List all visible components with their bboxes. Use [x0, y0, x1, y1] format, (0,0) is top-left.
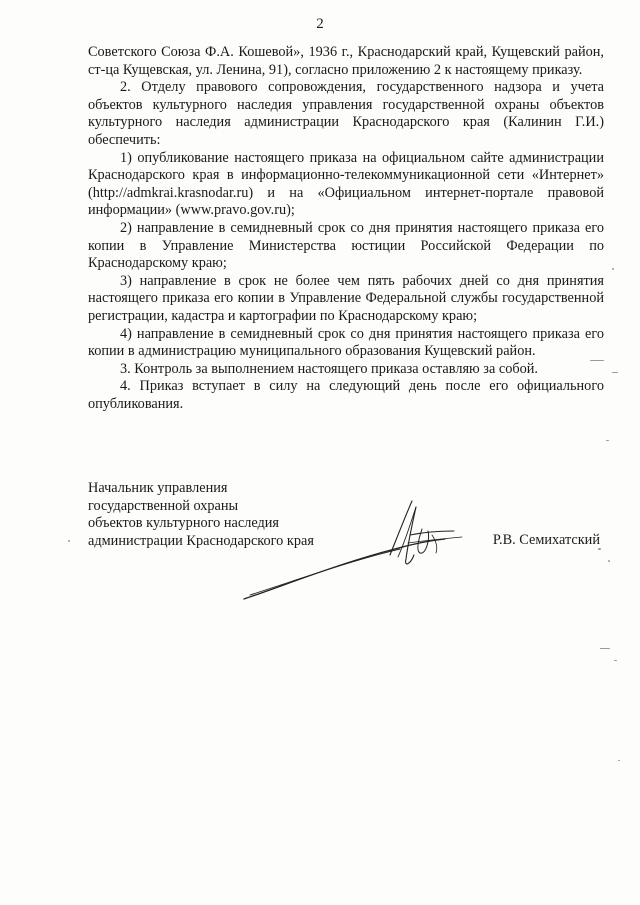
page-number: 2	[316, 16, 324, 32]
scan-speck	[618, 760, 620, 761]
paragraph-subitem-4: 4) направление в семидневный срок со дня принятия настоящего приказа его копии в администрацию муниципального образования Кущевский район.	[88, 325, 604, 360]
scan-speck	[606, 440, 609, 441]
paragraph-subitem-3: 3) направление в срок не более чем пять рабочих дней со дня принятия настоящего приказа его копии в Управление Федеральной службы государственной регистрации, кадастра и картографии по Краснодарскому краю;	[88, 272, 604, 324]
scan-speck	[608, 560, 610, 562]
handwritten-signature	[240, 495, 470, 605]
document-body	[88, 44, 604, 413]
paragraph-subitem-1: 1) опубликование настоящего приказа на официальном сайте администрации Краснодарского края в информационно-телекоммуникационной сети «Интернет» (http://admkrai.krasnodar.ru) и на «Официальном интернет-портале правовой информации» (www.pravo.gov.ru);	[88, 149, 604, 219]
scan-speck	[590, 360, 604, 361]
scan-speck	[600, 648, 610, 649]
signatory-title-line: объектов культурного наследия	[88, 515, 279, 531]
signatory-title-line: Начальник управления	[88, 480, 228, 496]
scan-speck	[614, 660, 617, 661]
paragraph-item-4: 4. Приказ вступает в силу на следующий день после его официального опубликования.	[88, 378, 604, 412]
paragraph-item-3: 3. Контроль за выполнением настоящего приказа оставляю за собой.	[120, 360, 539, 377]
scan-speck	[612, 268, 614, 270]
scan-speck	[612, 372, 618, 373]
signatory-title-line: государственной охраны	[88, 497, 239, 514]
signatory-title-line: администрации Краснодарского края	[88, 532, 314, 549]
paragraph-item-2: 2. Отделу правового сопровождения, государственного надзора и учета объектов культурного наследия управления государственной охраны объектов культурного наследия администрации Краснодарского края (Калинин Г.И.) обеспечить:	[88, 79, 604, 148]
paragraph-subitem-2: 2) направление в семидневный срок со дня принятия настоящего приказа его копии в Управление Министерства юстиции Российской Федерации по Краснодарскому краю;	[88, 219, 604, 272]
scan-speck	[68, 540, 70, 542]
signatory-name: Р.В. Семихатский	[492, 532, 600, 548]
scan-speck	[598, 548, 601, 550]
paragraph-continuation: Советского Союза Ф.А. Кошевой», 1936 г., Краснодарский край, Кущевский район, ст-ца Кущевская, ул. Ленина, 91), согласно приложению 2 к настоящему приказу.	[88, 44, 604, 78]
